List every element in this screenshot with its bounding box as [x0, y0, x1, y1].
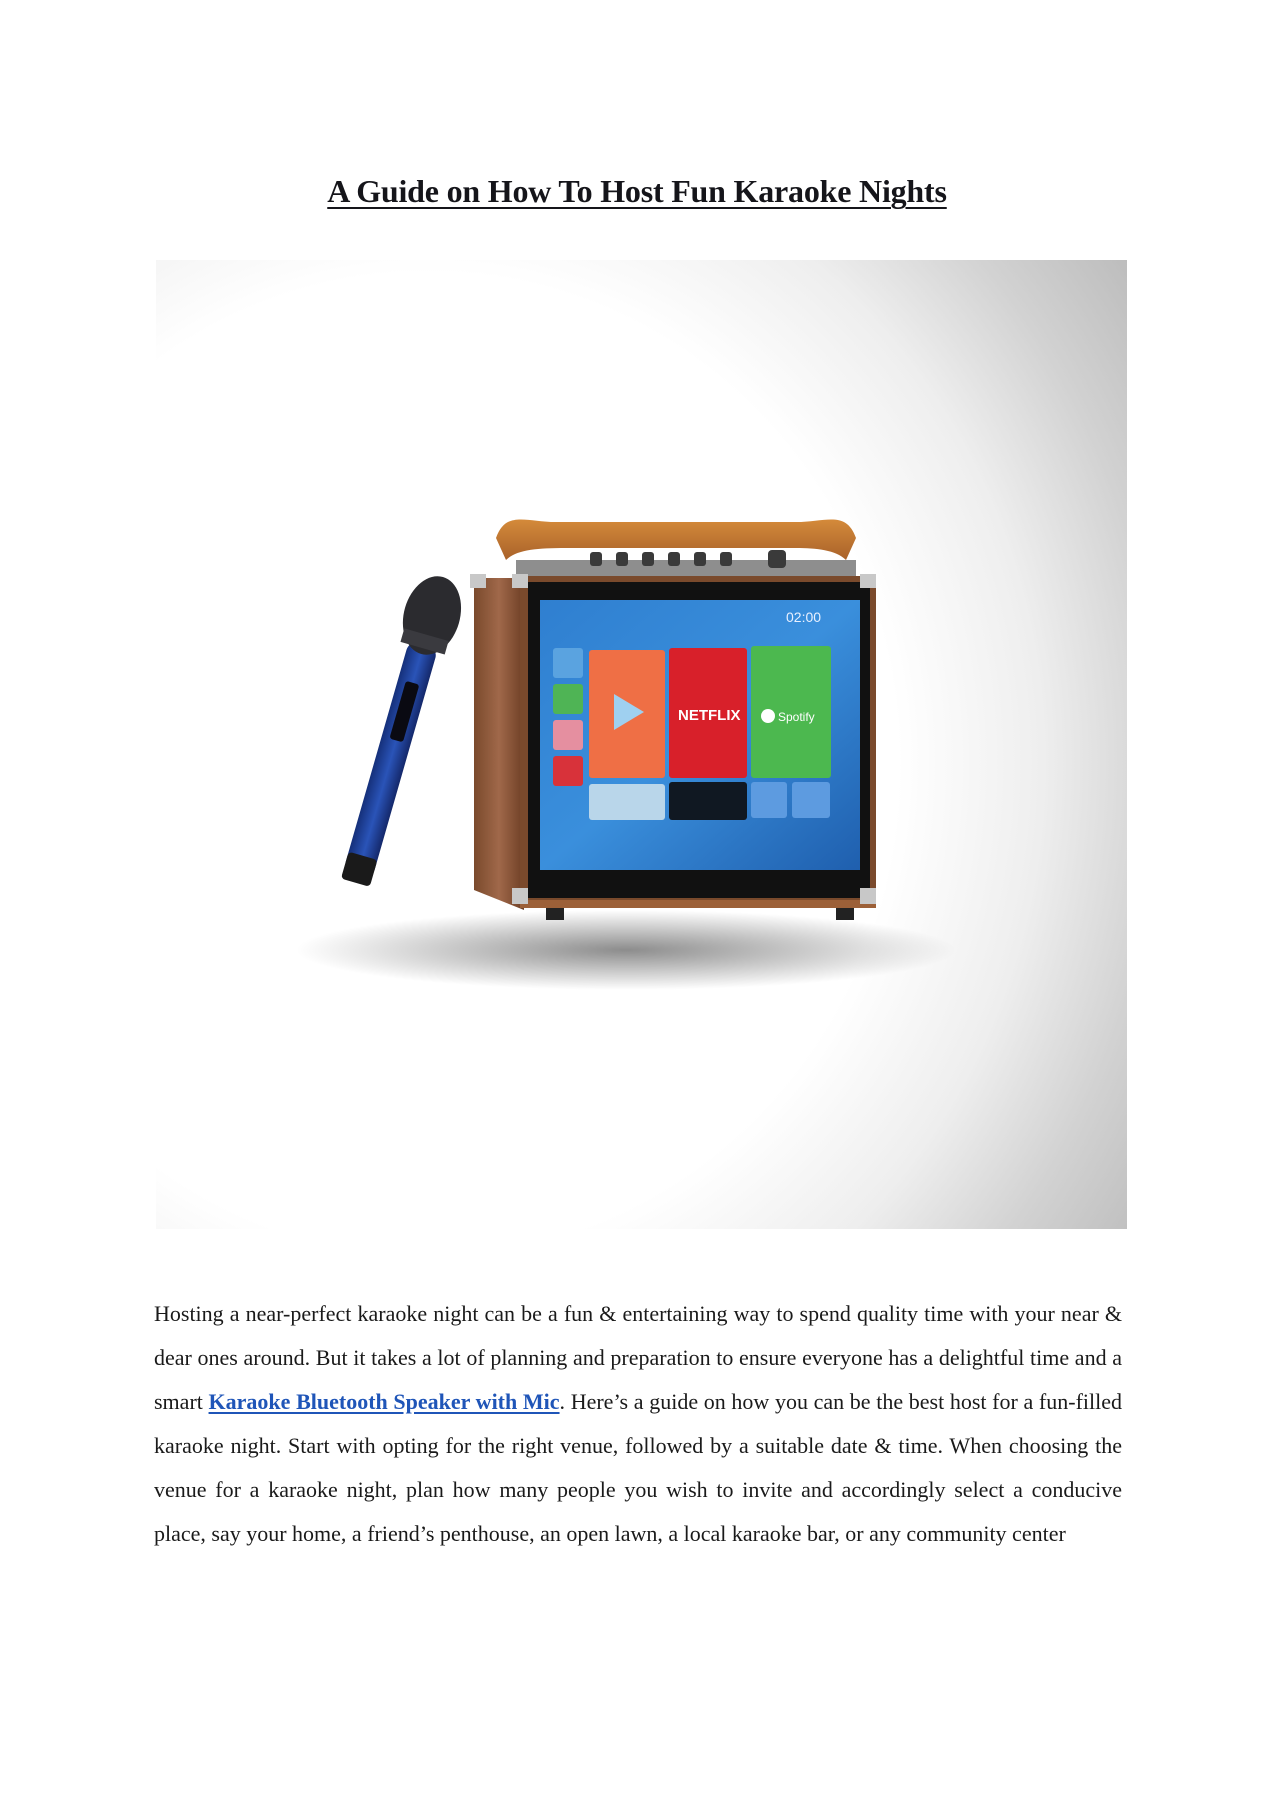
hero-product-image [156, 260, 1127, 1229]
paragraph-text-after-link: . Here’s a guide on how you can be the best host for a fun-filled karaoke night. Start with opting for the right venue, followed by a suitable date & time. When choosing the venue for a karaoke night, plan how many people you wish to invite and accordingly select a conducive place, say your home, a friend’s penthouse, an open lawn, a local karaoke bar, or any community center [154, 1389, 1122, 1546]
svg-text:NETFLIX: NETFLIX [678, 707, 741, 724]
page-title: A Guide on How To Host Fun Karaoke Nights [327, 173, 947, 210]
paragraph-text-before-link: Hosting a near-perfect karaoke night can be a fun & entertaining way to spend quality time with your near & dear ones around. But it takes a lot of planning and preparation to ensure everyone has a delightful time and a smart [154, 1301, 1122, 1414]
wireless-microphone [328, 569, 469, 890]
karaoke-speaker-link[interactable]: Karaoke Bluetooth Speaker with Mic [208, 1389, 560, 1414]
svg-text:Spotify: Spotify [778, 710, 815, 724]
body-paragraph [154, 1292, 1122, 1556]
svg-text:02:00: 02:00 [786, 609, 822, 625]
